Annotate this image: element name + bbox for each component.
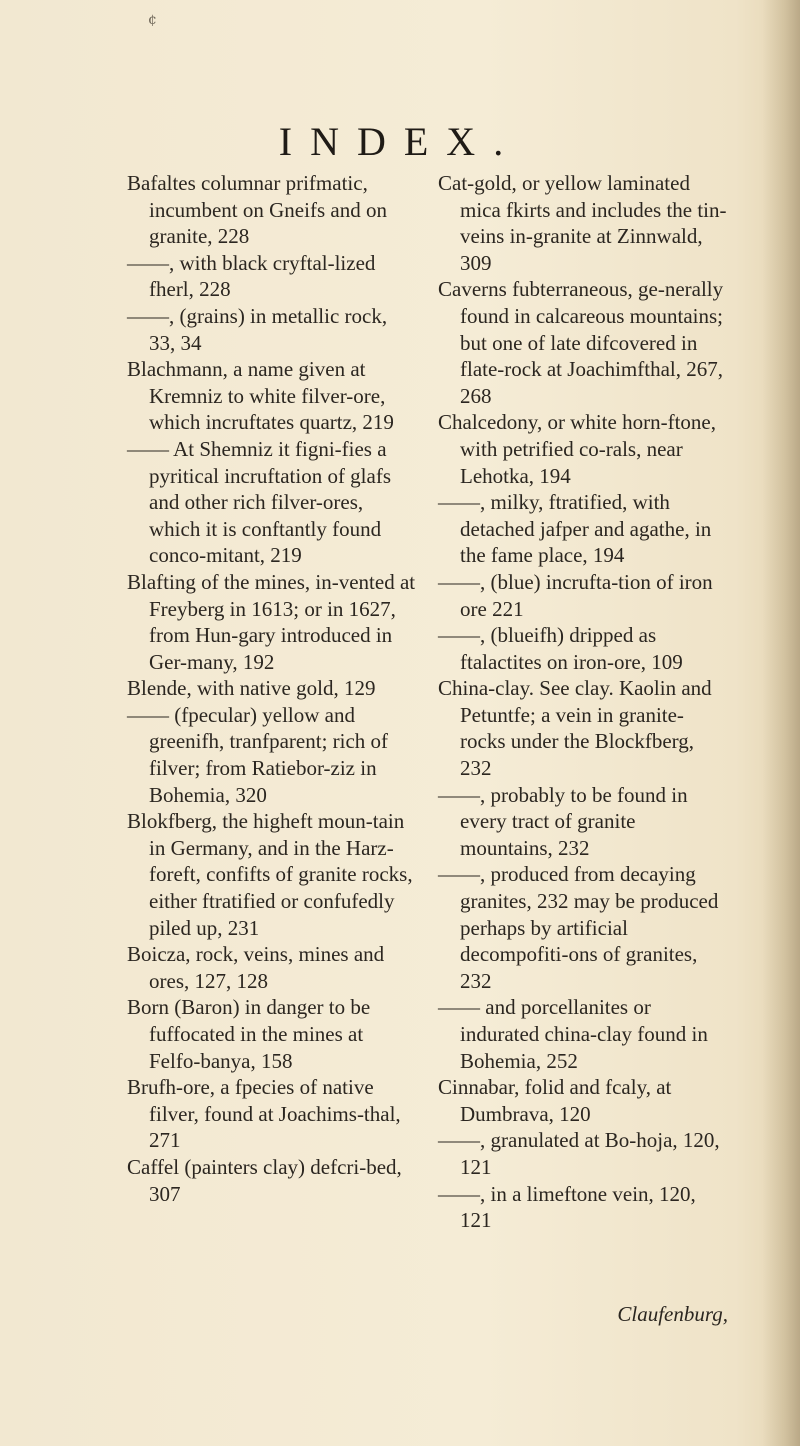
page-edge-shadow xyxy=(762,0,800,1446)
index-entry: Brufh-ore, a fpecies of native filver, found at Joachims-thal, 271 xyxy=(127,1075,401,1153)
index-entry: ——, with black cryftal-lized fherl, 228 xyxy=(127,250,376,302)
index-entry: Caffel (painters clay) defcri-bed, 307 xyxy=(127,1154,402,1206)
index-entry: ——, (grains) in metallic rock, 33, 34 xyxy=(127,303,388,355)
catchword: Claufenburg, xyxy=(617,1302,728,1326)
index-entry: —— and porcellanites or indurated china-clay found in Bohemia, 252 xyxy=(438,995,708,1073)
page-title: INDEX. xyxy=(278,119,522,164)
index-entry: Bafaltes columnar prifmatic, incumbent on Gneifs and on granite, 228 xyxy=(127,171,387,249)
index-entry: Blokfberg, the higheft moun-tain in Germany, and in the Harz-foreft, confifts of granite rocks, either ftratified or confufedly piled up, 231 xyxy=(127,809,413,940)
index-entry: ——, (blue) incrufta-tion of iron ore 221 xyxy=(438,569,713,621)
index-entry: ——, in a limeftone vein, 120, 121 xyxy=(438,1181,696,1233)
top-mark: ¢ xyxy=(148,12,157,28)
index-entry: Caverns fubterraneous, ge-nerally found in calcareous mountains; but one of late difcovered in flate-rock at Joachimfthal, 267, 268 xyxy=(438,277,724,408)
index-entry: ——, produced from decaying granites, 232 may be produced perhaps by artificial decompofiti-ons of granites, 232 xyxy=(438,862,719,993)
index-entry: —— (fpecular) yellow and greenifh, tranfparent; rich of filver; from Ratiebor-ziz in Bohemia, 320 xyxy=(127,702,389,807)
index-entry: ——, (blueifh) dripped as ftalactites on iron-ore, 109 xyxy=(438,623,683,674)
index-entry: Cinnabar, folid and fcaly, at Dumbrava, 120 xyxy=(438,1075,672,1126)
index-entry: China-clay. See clay. Kaolin and Petuntfe; a vein in granite-rocks under the Blockfberg, 232 xyxy=(438,676,712,781)
index-entry: Born (Baron) in danger to be fuffocated in the mines at Felfo-banya, 158 xyxy=(127,995,371,1073)
index-entry: Blafting of the mines, in-vented at Freyberg in 1613; or in 1627, from Hun-gary introduced in Ger-many, 192 xyxy=(127,569,416,674)
index-entry: Cat-gold, or yellow laminated mica fkirts and includes the tin-veins in-granite at Zinnwald, 309 xyxy=(438,171,727,275)
index-entry: ——, probably to be found in every tract of granite mountains, 232 xyxy=(438,782,688,860)
index-entry: Boicza, rock, veins, mines and ores, 127, 128 xyxy=(127,942,385,993)
index-entry: Chalcedony, or white horn-ftone, with petrified co-rals, near Lehotka, 194 xyxy=(438,410,716,488)
left-column xyxy=(127,170,417,1207)
index-entry: Blende, with native gold, 129 xyxy=(127,676,376,701)
index-entry: ——, granulated at Bo-hoja, 120, 121 xyxy=(438,1128,720,1179)
index-entry: —— At Shemniz it figni-fies a pyritical incruftation of glafs and other rich filver-ores, which it is conftantly found conco-mitant, 219 xyxy=(127,436,392,568)
right-column xyxy=(438,170,728,1234)
index-entry: ——, milky, ftratified, with detached jafper and agathe, in the fame place, 194 xyxy=(438,490,712,568)
index-entry: Blachmann, a name given at Kremniz to white filver-ore, which incruftates quartz, 219 xyxy=(127,357,394,435)
